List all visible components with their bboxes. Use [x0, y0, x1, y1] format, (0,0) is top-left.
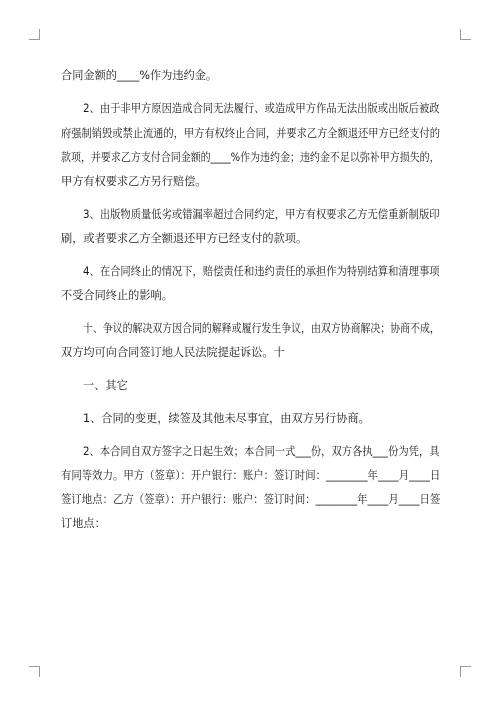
text-line: 有同等效力。甲方（签章）：开户银行：账户：签订时间：________年____月____日	[61, 469, 441, 482]
text-line: 刷，或者要求乙方全额退还甲方已经支付的款项。	[61, 232, 308, 245]
text-line: 2、本合同自双方签字之日起生效；本合同一式___份，双方各执___份为凭，具	[83, 445, 440, 458]
text-line: 双方均可向合同签订地人民法院提起诉讼。十	[61, 346, 285, 359]
crop-mark-bottom-left	[29, 666, 40, 677]
text-line: 款项，并要求乙方支付合同金额的____%作为违约金；违约金不足以弥补甲方损失的，	[61, 151, 440, 164]
text-line: 订地点：	[61, 517, 106, 530]
crop-mark-bottom-right	[460, 666, 471, 677]
text-line: 府强制销毁或禁止流通的，甲方有权终止合同，并要求乙方全额退还甲方已经支付的	[61, 127, 440, 140]
text-line: 2、由于非甲方原因造成合同无法履行、或造成甲方作品无法出版或出版后被政	[83, 102, 440, 115]
text-line: 4、在合同终止的情况下，赔偿责任和违约责任的承担作为特别结算和清理事项	[83, 265, 440, 278]
text-line: 签订地点：乙方（签章）：开户银行：账户：签订时间：________年____月____日签	[61, 493, 441, 506]
text-line: 不受合同终止的影响。	[61, 289, 173, 302]
text-line: 十、争议的解决双方因合同的解释或履行发生争议，由双方协商解决；协商不成，	[83, 322, 440, 335]
text-line: 3、出版物质量低劣或错漏率超过合同约定，甲方有权要求乙方无偿重新制版印	[83, 208, 440, 221]
text-line: 合同金额的____%作为违约金。	[61, 69, 218, 82]
crop-mark-top-right	[460, 29, 471, 40]
text-line: 1、合同的变更，续签及其他未尽事宜，由双方另行协商。	[83, 412, 370, 425]
text-line: 一、其它	[83, 379, 128, 392]
text-line: 甲方有权要求乙方另行赔偿。	[61, 175, 207, 188]
crop-mark-top-left	[29, 29, 40, 40]
